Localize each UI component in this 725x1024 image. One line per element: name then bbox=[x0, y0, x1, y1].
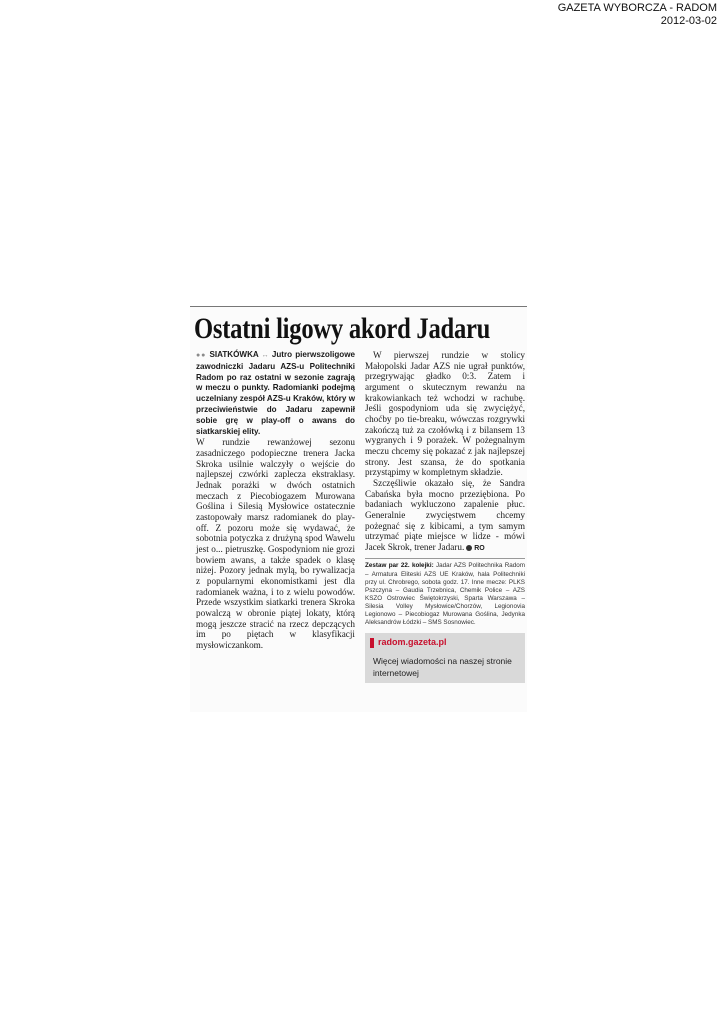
match-schedule bbox=[365, 562, 525, 627]
body-paragraph-3-text: Szczęśliwie okazało się, że Sandra Cabańska była mocno przeziębiona. Po badaniach wykluczono zapalenie płuc. Generalnie zwycięstwem chcemy pożegnać się z kibicami, a tym samym utrzymać piąte miejsce w lidze - mówi Jacek Skrok, trener Jadaru. bbox=[365, 477, 525, 552]
lead-text: Jutro pierwszoligowe zawodniczki Jadaru AZS-u Politechniki Radom po raz ostatni w sezonie zagrają w meczu o punkty. Radomianki podejmą uczelniany zespół AZS-u Kraków, który w przeciwieństwie do Jadaru zapewnił sobie grę w play-off o awans do siatkarskiej elity. bbox=[196, 350, 356, 436]
promo-site-link[interactable]: radom.gazeta.pl bbox=[378, 637, 447, 648]
publication-date: 2012-03-02 bbox=[660, 15, 717, 27]
top-rule bbox=[190, 306, 527, 307]
publication-name: GAZETA WYBORCZA - RADOM bbox=[557, 2, 717, 14]
schedule-label: Zestaw par 22. kolejki: bbox=[365, 562, 434, 570]
left-column bbox=[196, 350, 355, 651]
promo-text: Więcej wiadomości na naszej stronie internetowej bbox=[373, 656, 512, 679]
article-clipping bbox=[190, 306, 527, 712]
website-promo-box bbox=[365, 633, 525, 683]
end-mark-icon bbox=[466, 545, 472, 551]
schedule-text: Jadar AZS Politechnika Radom – Armatura Eliteski AZS UE Kraków, hala Politechniki przy ul. Chrobrego, sobota godz. 17. Inne mecze: PLKS Pszczyna – Gaudia Trzebnica, Chemik Police – AZS KSZO Ostrowiec Świętokrzyski, Sparta Warszawa – Silesia Volley Mysłowice/Chorzów, Legionovia Legionowo – Piecobiogaz Murowana Goślina, Jedynka Aleksandrów Łódzki – SMS Sosnowiec. bbox=[365, 562, 525, 627]
body-paragraph-3 bbox=[365, 478, 525, 555]
masthead bbox=[558, 2, 717, 28]
body-paragraph-1: W rundzie rewanżowej sezonu zasadniczego podopieczne trenera Jacka Skroka usilnie walczyły o wejście do najlepszej czwórki zaplecza ekstraklasy. Jednak porażki w dwóch ostatnich meczach z Piecobiogazem Murowana Goślina i Silesią Mysłowice ostatecznie zastopowały marsz radomianek do play-off. Z pozoru może się wydawać, że sobotnia potyczka z drużyną spod Wawelu jest o... pietruszkę. Gospodyniom nie grozi bowiem awans, a także spadek o klasę niżej. Pozory jednak mylą, bo rywalizacja z popularnymi ekonomistkami jest dla radomianek ważna, i to z wielu powodów. Przede wszystkim siatkarki trenera Skroka powalczą w obronie piątej lokaty, którą mogą jeszcze stracić na rzecz depczących im po piętach w klasyfikacji mysłowiczankom. bbox=[196, 437, 355, 650]
body-paragraph-2: W pierwszej rundzie w stolicy Małopolski Jadar AZS nie ugrał punktów, przegrywając gładko 0:3. Zatem i argument o skutecznym rewanżu na krakowiankach też wchodzi w rachubę. Jeśli gospodyniom uda się zwyciężyć, choćby po tie-breaku, wówczas rozgrywki zakończą tuż za czołówką i z bilansem 13 wygranych i 9 porażek. W pożegnalnym meczu chcemy się pokazać z jak najlepszej strony. Jest szansa, że do spotkania przystąpimy w kompletnym składzie. bbox=[365, 350, 525, 478]
article-headline: Ostatni ligowy akord Jadaru bbox=[194, 312, 491, 345]
article-lead bbox=[196, 350, 355, 437]
promo-accent-bar bbox=[370, 638, 374, 648]
rubric-dots-icon: ●● bbox=[196, 352, 207, 359]
rubric-arrow-icon: ↔ bbox=[261, 352, 269, 359]
rubric-label: SIATKÓWKA bbox=[209, 350, 259, 359]
right-column bbox=[365, 350, 525, 683]
author-signature: RO bbox=[474, 544, 485, 552]
schedule-divider bbox=[365, 558, 525, 559]
